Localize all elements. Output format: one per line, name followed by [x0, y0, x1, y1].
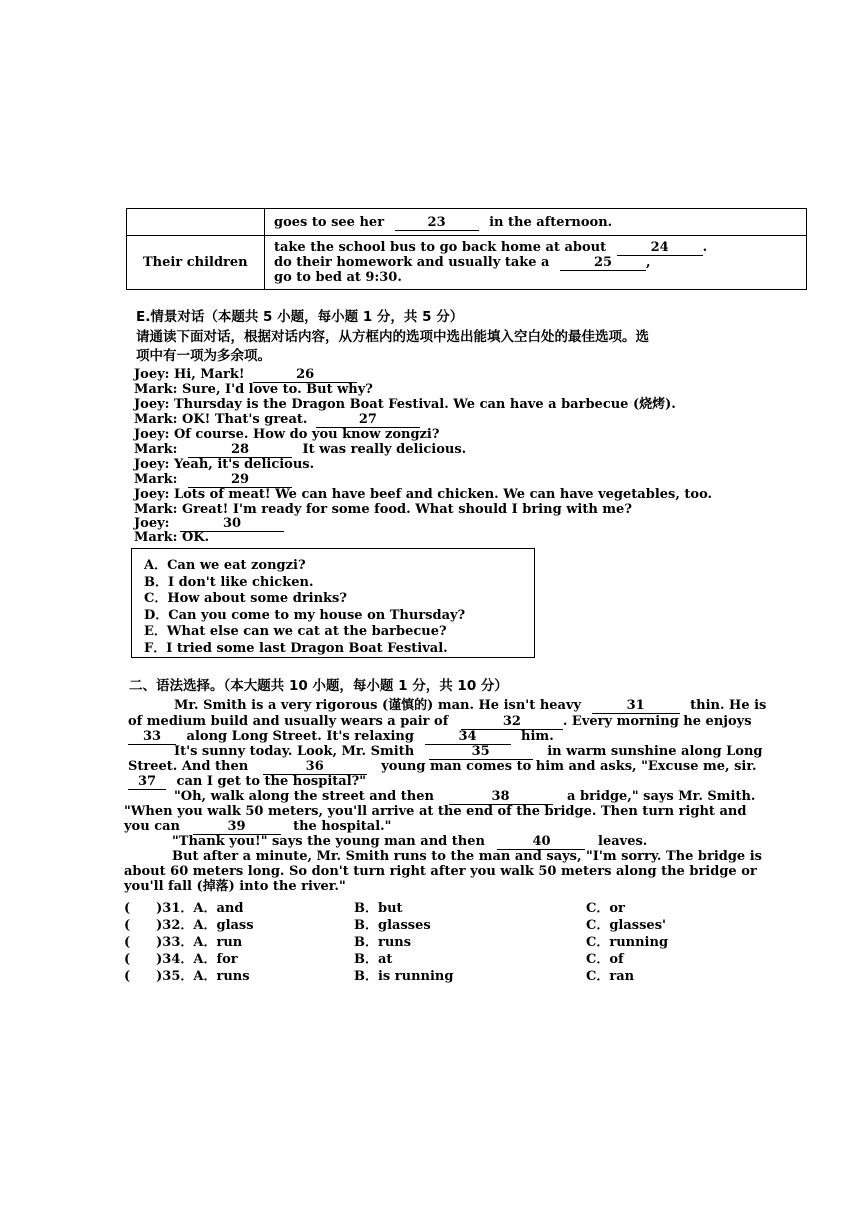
passage-line-1: Mr. Smith is a very rigorous (谨慎的) man. He isn't heavy 31 thin. He is — [174, 698, 767, 713]
passage-line-3: 33 along Long Street. It's relaxing 34 him. — [128, 729, 554, 745]
table-line-bus: take the school bus to go back home at about 24 . — [274, 240, 708, 255]
dialogue-line-3: Joey: Thursday is the Dragon Boat Festival. We can have a barbecue (烧烤). — [134, 397, 676, 412]
table-cell-their-children: Their children — [143, 255, 248, 270]
blank-37: 37 — [128, 774, 166, 790]
blank-26: 26 — [253, 367, 357, 383]
question-32-option-a: ( )32．A．glass — [124, 918, 254, 933]
blank-32: 32 — [461, 714, 563, 730]
passage-line-7: "Oh, walk along the street and then 38 a bridge," says Mr. Smith. — [174, 789, 756, 804]
table-row-divider — [127, 235, 806, 236]
blank-39: 39 — [193, 819, 281, 835]
blank-33: 33 — [128, 729, 176, 745]
passage-line-2: of medium build and usually wears a pair of 32 . Every morning he enjoys — [128, 714, 752, 729]
passage-line-5: Street. And then 36 young man comes to him and asks, "Excuse me, sir. — [128, 759, 757, 774]
question-34-option-c: C．of — [586, 952, 624, 967]
question-32-option-b: B．glasses — [354, 918, 431, 933]
blank-31: 31 — [592, 698, 680, 714]
table-line-homework: do their homework and usually take a 25 , — [274, 255, 651, 270]
table-row-her-schedule: goes to see her 23 in the afternoon. — [274, 215, 613, 230]
question-32-option-c: C．glasses' — [586, 918, 667, 933]
dialogue-line-7: Joey: Yeah, it's delicious. — [134, 457, 315, 472]
blank-28: 28 — [188, 442, 292, 458]
dialogue-line-12: Mark: OK. — [134, 530, 210, 545]
dialogue-line-6: Mark: 28 It was really delicious. — [134, 442, 467, 457]
option-c: C．How about some drinks? — [144, 591, 347, 606]
dialogue-line-9: Joey: Lots of meat! We can have beef and chicken. We can have vegetables, too. — [134, 487, 713, 502]
question-35-option-c: C．ran — [586, 969, 635, 984]
passage-line-12: about 60 meters long. So don't turn right after you walk 50 meters along the bridge or — [124, 864, 757, 879]
section-e-instruction-2: 项中有一项为多余项。 — [136, 348, 271, 364]
blank-35: 35 — [429, 744, 533, 760]
schedule-table — [126, 208, 807, 290]
blank-40: 40 — [497, 834, 585, 850]
dialogue-line-4: Mark: OK! That's great. 27 — [134, 412, 420, 428]
dialogue-line-1: Joey: Hi, Mark! 26 — [134, 367, 357, 383]
blank-23: 23 — [395, 215, 479, 231]
question-31-option-a: ( )31．A．and — [124, 901, 244, 916]
passage-line-9: you can 39 the hospital." — [124, 819, 392, 834]
option-f: F．I tried some last Dragon Boat Festival. — [144, 641, 448, 656]
passage-line-4: It's sunny today. Look, Mr. Smith 35 in warm sunshine along Long — [174, 744, 763, 759]
passage-line-10: "Thank you!" says the young man and then 40 leaves. — [172, 834, 648, 849]
question-34-option-a: ( )34．A．for — [124, 952, 238, 967]
section-2-title: 二、语法选择。（本大题共 10 小题，每小题 1 分，共 10 分） — [129, 678, 508, 694]
options-box — [131, 548, 535, 658]
question-33-option-a: ( )33．A．run — [124, 935, 243, 950]
dialogue-line-11: Joey: 30 — [134, 516, 284, 532]
question-35-option-a: ( )35．A．runs — [124, 969, 250, 984]
passage-line-13: you'll fall (掉落) into the river." — [124, 879, 346, 894]
question-31-option-c: C．or — [586, 901, 625, 916]
blank-36: 36 — [263, 759, 367, 775]
section-e-title: E.情景对话（本题共 5 小题，每小题 1 分，共 5 分） — [136, 309, 464, 325]
table-line-bed: go to bed at 9:30. — [274, 270, 402, 285]
blank-27: 27 — [316, 412, 420, 428]
passage-line-6: 37 can I get to the hospital?" — [128, 774, 366, 790]
blank-29: 29 — [188, 472, 292, 488]
option-b: B．I don't like chicken. — [144, 575, 314, 590]
option-a: A．Can we eat zongzi? — [144, 558, 306, 573]
dialogue-line-5: Joey: Of course. How do you know zongzi? — [134, 427, 440, 442]
blank-25: 25 — [560, 255, 646, 271]
dialogue-line-10: Mark: Great! I'm ready for some food. What should I bring with me? — [134, 502, 632, 517]
option-e: E．What else can we cat at the barbecue? — [144, 624, 447, 639]
passage-line-11: But after a minute, Mr. Smith runs to the man and says, "I'm sorry. The bridge is — [172, 849, 762, 864]
dialogue-line-8: Mark: 29 — [134, 472, 292, 488]
question-33-option-c: C．running — [586, 935, 669, 950]
section-e-instruction-1: 请通读下面对话，根据对话内容，从方框内的选项中选出能填入空白处的最佳选项。选 — [136, 329, 649, 345]
blank-30: 30 — [180, 516, 284, 532]
question-34-option-b: B．at — [354, 952, 393, 967]
question-35-option-b: B．is running — [354, 969, 454, 984]
option-d: D．Can you come to my house on Thursday? — [144, 608, 466, 623]
blank-24: 24 — [617, 240, 703, 256]
blank-38: 38 — [449, 789, 553, 805]
blank-34: 34 — [425, 729, 511, 745]
question-31-option-b: B．but — [354, 901, 403, 916]
question-33-option-b: B．runs — [354, 935, 412, 950]
dialogue-line-2: Mark: Sure, I'd love to. But why? — [134, 382, 373, 397]
table-column-divider — [264, 209, 265, 289]
passage-line-8: "When you walk 50 meters, you'll arrive at the end of the bridge. Then turn right and — [124, 804, 747, 819]
